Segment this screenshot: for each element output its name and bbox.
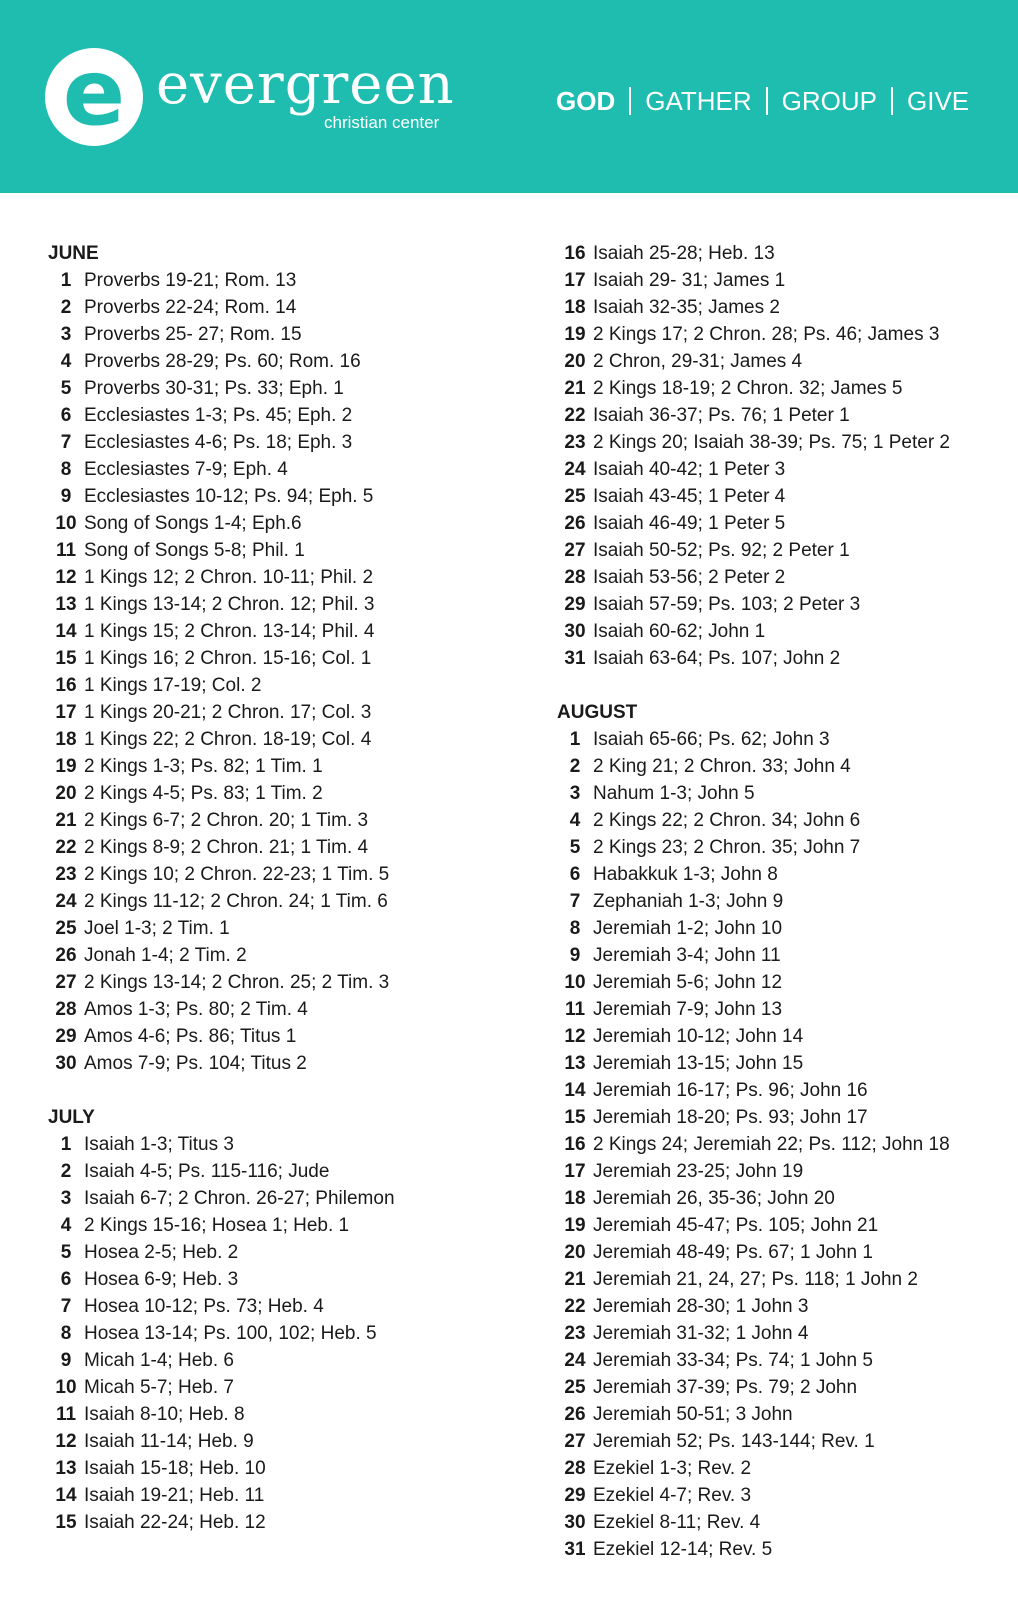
day-number: 19 (564, 1215, 586, 1236)
reading-row (48, 510, 508, 537)
reading-row (557, 807, 997, 834)
day-number: 9 (60, 486, 72, 507)
reading-row (557, 1293, 997, 1320)
reading-row (557, 240, 997, 267)
reading-reference: Isaiah 25-28; Heb. 13 (593, 243, 775, 264)
reading-reference: 2 Kings 24; Jeremiah 22; Ps. 112; John 18 (593, 1134, 950, 1155)
reading-reference: Jeremiah 1-2; John 10 (593, 918, 783, 939)
reading-reference: 1 Kings 17-19; Col. 2 (84, 675, 262, 696)
reading-reference: Jeremiah 52; Ps. 143-144; Rev. 1 (593, 1431, 875, 1452)
reading-row (48, 1509, 508, 1536)
day-number: 16 (564, 243, 586, 264)
day-number: 28 (55, 999, 77, 1020)
reading-row (48, 537, 508, 564)
reading-row (48, 1023, 508, 1050)
day-number: 13 (55, 1458, 77, 1479)
reading-row (557, 1239, 997, 1266)
reading-reference: Isaiah 22-24; Heb. 12 (84, 1512, 266, 1533)
reading-row (48, 645, 508, 672)
reading-row (48, 294, 508, 321)
reading-reference: Jeremiah 45-47; Ps. 105; John 21 (593, 1215, 879, 1236)
reading-row (557, 321, 997, 348)
day-number: 15 (55, 1512, 77, 1533)
reading-reference: Proverbs 30-31; Ps. 33; Eph. 1 (84, 378, 344, 399)
day-number: 8 (569, 918, 581, 939)
reading-row (48, 834, 508, 861)
day-number: 6 (60, 405, 72, 426)
day-number: 21 (564, 378, 586, 399)
reading-row (557, 375, 997, 402)
day-number: 22 (564, 1296, 586, 1317)
section-gap (557, 672, 997, 699)
reading-row (557, 1077, 997, 1104)
reading-reference: 2 Kings 4-5; Ps. 83; 1 Tim. 2 (84, 783, 323, 804)
reading-row (48, 672, 508, 699)
reading-row (557, 537, 997, 564)
day-number: 24 (55, 891, 77, 912)
reading-row (48, 618, 508, 645)
day-number: 8 (60, 1323, 72, 1344)
day-number: 18 (564, 297, 586, 318)
day-number: 28 (564, 567, 586, 588)
day-number: 9 (569, 945, 581, 966)
reading-row (48, 915, 508, 942)
day-number: 2 (60, 1161, 72, 1182)
day-number: 16 (55, 675, 77, 696)
reading-reference: Song of Songs 1-4; Eph.6 (84, 513, 302, 534)
reading-row (48, 348, 508, 375)
day-number: 9 (60, 1350, 72, 1371)
nav-divider (766, 87, 768, 115)
day-number: 29 (55, 1026, 77, 1047)
day-number: 22 (55, 837, 77, 858)
day-number: 1 (60, 1134, 72, 1155)
reading-reference: Proverbs 19-21; Rom. 13 (84, 270, 297, 291)
day-number: 14 (564, 1080, 586, 1101)
reading-reference: Amos 7-9; Ps. 104; Titus 2 (84, 1053, 307, 1074)
reading-row (48, 429, 508, 456)
day-number: 25 (564, 1377, 586, 1398)
day-number: 20 (55, 783, 77, 804)
day-number: 14 (55, 621, 77, 642)
reading-reference: 2 Kings 8-9; 2 Chron. 21; 1 Tim. 4 (84, 837, 369, 858)
day-number: 19 (55, 756, 77, 777)
reading-reference: Isaiah 8-10; Heb. 8 (84, 1404, 245, 1425)
day-number: 27 (564, 1431, 586, 1452)
reading-row (557, 1536, 997, 1563)
reading-reference: 2 Chron, 29-31; James 4 (593, 351, 803, 372)
nav-gather[interactable]: GATHER (645, 86, 752, 116)
day-number: 4 (569, 810, 581, 831)
reading-row (48, 1428, 508, 1455)
reading-reference: Hosea 10-12; Ps. 73; Heb. 4 (84, 1296, 324, 1317)
day-number: 10 (55, 513, 77, 534)
day-number: 26 (564, 513, 586, 534)
reading-row (557, 1374, 997, 1401)
reading-row (48, 1482, 508, 1509)
month-heading-august: AUGUST (557, 702, 638, 723)
reading-row (48, 861, 508, 888)
day-number: 13 (564, 1053, 586, 1074)
day-number: 2 (60, 297, 72, 318)
reading-row (48, 1455, 508, 1482)
reading-reference: Nahum 1-3; John 5 (593, 783, 755, 804)
day-number: 31 (564, 648, 586, 669)
reading-reference: Proverbs 25- 27; Rom. 15 (84, 324, 302, 345)
reading-row (557, 1428, 997, 1455)
reading-row (557, 294, 997, 321)
day-number: 27 (564, 540, 586, 561)
day-number: 13 (55, 594, 77, 615)
day-number: 1 (569, 729, 581, 750)
day-number: 6 (60, 1269, 72, 1290)
reading-row (557, 591, 997, 618)
day-number: 29 (564, 594, 586, 615)
reading-reference: 2 Kings 17; 2 Chron. 28; Ps. 46; James 3 (593, 324, 940, 345)
reading-row (557, 1266, 997, 1293)
day-number: 11 (564, 999, 586, 1020)
reading-row (48, 1185, 508, 1212)
day-number: 26 (55, 945, 77, 966)
reading-row (557, 1185, 997, 1212)
reading-reference: 1 Kings 15; 2 Chron. 13-14; Phil. 4 (84, 621, 375, 642)
reading-reference: Zephaniah 1-3; John 9 (593, 891, 784, 912)
day-number: 18 (564, 1188, 586, 1209)
reading-row (557, 402, 997, 429)
nav-divider (629, 87, 631, 115)
day-number: 26 (564, 1404, 586, 1425)
day-number: 10 (55, 1377, 77, 1398)
reading-reference: Jeremiah 28-30; 1 John 3 (593, 1296, 809, 1317)
reading-reference: Hosea 6-9; Heb. 3 (84, 1269, 239, 1290)
reading-reference: Jeremiah 33-34; Ps. 74; 1 John 5 (593, 1350, 873, 1371)
reading-row (557, 1212, 997, 1239)
reading-reference: 2 Kings 1-3; Ps. 82; 1 Tim. 1 (84, 756, 323, 777)
reading-reference: Ezekiel 8-11; Rev. 4 (593, 1512, 761, 1533)
reading-row (557, 1023, 997, 1050)
reading-reference: Jeremiah 13-15; John 15 (593, 1053, 804, 1074)
reading-row (48, 1401, 508, 1428)
reading-row (557, 1320, 997, 1347)
reading-row (48, 321, 508, 348)
reading-row (48, 942, 508, 969)
reading-reference: Isaiah 57-59; Ps. 103; 2 Peter 3 (593, 594, 861, 615)
reading-reference: Isaiah 4-5; Ps. 115-116; Jude (84, 1161, 330, 1182)
reading-row (48, 456, 508, 483)
day-number: 8 (60, 459, 72, 480)
day-number: 28 (564, 1458, 586, 1479)
reading-row (557, 1131, 997, 1158)
day-number: 5 (60, 1242, 72, 1263)
reading-reference: 2 Kings 13-14; 2 Chron. 25; 2 Tim. 3 (84, 972, 390, 993)
day-number: 24 (564, 459, 586, 480)
reading-reference: 2 Kings 15-16; Hosea 1; Heb. 1 (84, 1215, 350, 1236)
reading-reference: Jeremiah 21, 24, 27; Ps. 118; 1 John 2 (593, 1269, 918, 1290)
day-number: 21 (55, 810, 77, 831)
day-number: 6 (569, 864, 581, 885)
day-number: 10 (564, 972, 586, 993)
reading-reference: Isaiah 19-21; Heb. 11 (84, 1485, 265, 1506)
reading-reference: Jeremiah 7-9; John 13 (593, 999, 783, 1020)
reading-reference: 2 King 21; 2 Chron. 33; John 4 (593, 756, 851, 777)
reading-row (557, 1104, 997, 1131)
reading-row (48, 780, 508, 807)
day-number: 23 (55, 864, 77, 885)
day-number: 12 (55, 567, 77, 588)
day-number: 17 (55, 702, 77, 723)
reading-reference: 1 Kings 20-21; 2 Chron. 17; Col. 3 (84, 702, 372, 723)
main-nav (556, 84, 969, 118)
day-number: 2 (569, 756, 581, 777)
reading-reference: Jeremiah 16-17; Ps. 96; John 16 (593, 1080, 868, 1101)
reading-reference: Isaiah 43-45; 1 Peter 4 (593, 486, 786, 507)
nav-give[interactable]: GIVE (907, 86, 970, 116)
reading-row (48, 1239, 508, 1266)
day-number: 29 (564, 1485, 586, 1506)
reading-row (557, 888, 997, 915)
day-number: 24 (564, 1350, 586, 1371)
reading-row (48, 1266, 508, 1293)
month-heading-june: JUNE (48, 243, 99, 264)
day-number: 3 (60, 324, 72, 345)
day-number: 12 (564, 1026, 586, 1047)
reading-row (557, 483, 997, 510)
reading-row (557, 429, 997, 456)
reading-reference: Isaiah 6-7; 2 Chron. 26-27; Philemon (84, 1188, 395, 1209)
reading-reference: Isaiah 1-3; Titus 3 (84, 1134, 234, 1155)
reading-row (557, 915, 997, 942)
reading-reference: Ecclesiastes 4-6; Ps. 18; Eph. 3 (84, 432, 353, 453)
reading-reference: Micah 1-4; Heb. 6 (84, 1350, 234, 1371)
day-number: 19 (564, 324, 586, 345)
reading-reference: Jeremiah 26, 35-36; John 20 (593, 1188, 835, 1209)
day-number: 7 (60, 1296, 72, 1317)
reading-row (557, 348, 997, 375)
reading-row (557, 564, 997, 591)
schedule-column-right (557, 240, 997, 1563)
header-banner (0, 0, 1018, 193)
reading-reference: Jeremiah 48-49; Ps. 67; 1 John 1 (593, 1242, 873, 1263)
logo-e-icon[interactable] (45, 39, 143, 146)
schedule-column-left (48, 240, 508, 1536)
logo-letter: e (62, 39, 126, 146)
reading-reference: Isaiah 36-37; Ps. 76; 1 Peter 1 (593, 405, 850, 426)
reading-row (557, 1401, 997, 1428)
reading-reference: 1 Kings 12; 2 Chron. 10-11; Phil. 2 (84, 567, 374, 588)
day-number: 30 (564, 621, 586, 642)
day-number: 11 (55, 1404, 77, 1425)
reading-reference: Ecclesiastes 10-12; Ps. 94; Eph. 5 (84, 486, 374, 507)
reading-reference: Habakkuk 1-3; John 8 (593, 864, 778, 885)
reading-row (557, 726, 997, 753)
reading-reference: Ecclesiastes 1-3; Ps. 45; Eph. 2 (84, 405, 353, 426)
reading-reference: Isaiah 50-52; Ps. 92; 2 Peter 1 (593, 540, 850, 561)
reading-row (48, 1212, 508, 1239)
month-heading-july: JULY (48, 1107, 95, 1128)
reading-reference: Jonah 1-4; 2 Tim. 2 (84, 945, 247, 966)
reading-reference: 2 Kings 6-7; 2 Chron. 20; 1 Tim. 3 (84, 810, 369, 831)
day-number: 15 (564, 1107, 586, 1128)
day-number: 11 (55, 540, 77, 561)
reading-row (48, 996, 508, 1023)
reading-row (48, 753, 508, 780)
day-number: 17 (564, 1161, 586, 1182)
reading-reference: 2 Kings 22; 2 Chron. 34; John 6 (593, 810, 861, 831)
reading-row (557, 456, 997, 483)
reading-row (48, 807, 508, 834)
reading-reference: Isaiah 65-66; Ps. 62; John 3 (593, 729, 830, 750)
reading-reference: Isaiah 32-35; James 2 (593, 297, 780, 318)
reading-reference: Hosea 13-14; Ps. 100, 102; Heb. 5 (84, 1323, 377, 1344)
reading-reference: Jeremiah 5-6; John 12 (593, 972, 783, 993)
reading-row (48, 1158, 508, 1185)
reading-row (557, 1050, 997, 1077)
day-number: 25 (564, 486, 586, 507)
day-number: 4 (60, 351, 72, 372)
reading-reference: Ezekiel 12-14; Rev. 5 (593, 1539, 773, 1560)
reading-reference: Jeremiah 23-25; John 19 (593, 1161, 804, 1182)
day-number: 5 (569, 837, 581, 858)
brand-name: evergreen (156, 52, 455, 117)
reading-reference: Isaiah 53-56; 2 Peter 2 (593, 567, 786, 588)
reading-reference: Isaiah 29- 31; James 1 (593, 270, 786, 291)
day-number: 21 (564, 1269, 586, 1290)
nav-god[interactable]: GOD (556, 86, 616, 116)
reading-reference: 2 Kings 20; Isaiah 38-39; Ps. 75; 1 Peter 2 (593, 432, 951, 453)
reading-row (48, 591, 508, 618)
reading-reference: 1 Kings 22; 2 Chron. 18-19; Col. 4 (84, 729, 372, 750)
reading-row (557, 834, 997, 861)
reading-row (48, 1131, 508, 1158)
day-number: 27 (55, 972, 77, 993)
reading-row (48, 375, 508, 402)
day-number: 12 (55, 1431, 77, 1452)
reading-row (48, 1347, 508, 1374)
reading-reference: 2 Kings 10; 2 Chron. 22-23; 1 Tim. 5 (84, 864, 390, 885)
reading-row (48, 1374, 508, 1401)
day-number: 30 (564, 1512, 586, 1533)
reading-row (557, 1158, 997, 1185)
reading-row (48, 402, 508, 429)
reading-reference: Amos 4-6; Ps. 86; Titus 1 (84, 1026, 297, 1047)
reading-reference: Proverbs 28-29; Ps. 60; Rom. 16 (84, 351, 361, 372)
day-number: 20 (564, 1242, 586, 1263)
reading-reference: 2 Kings 11-12; 2 Chron. 24; 1 Tim. 6 (84, 891, 388, 912)
reading-reference: Micah 5-7; Heb. 7 (84, 1377, 234, 1398)
reading-row (48, 267, 508, 294)
reading-row (48, 1320, 508, 1347)
day-number: 7 (60, 432, 72, 453)
reading-row (557, 618, 997, 645)
reading-reference: Jeremiah 31-32; 1 John 4 (593, 1323, 809, 1344)
day-number: 4 (60, 1215, 72, 1236)
reading-reference: Jeremiah 37-39; Ps. 79; 2 John (593, 1377, 858, 1398)
reading-reference: Hosea 2-5; Heb. 2 (84, 1242, 239, 1263)
reading-row (48, 1050, 508, 1077)
reading-reference: 1 Kings 13-14; 2 Chron. 12; Phil. 3 (84, 594, 375, 615)
reading-row (557, 1347, 997, 1374)
nav-group[interactable]: GROUP (781, 86, 877, 116)
reading-reference: Joel 1-3; 2 Tim. 1 (84, 918, 230, 939)
day-number: 31 (564, 1539, 586, 1560)
reading-row (557, 1482, 997, 1509)
reading-row (48, 564, 508, 591)
reading-reference: Proverbs 22-24; Rom. 14 (84, 297, 297, 318)
reading-row (557, 1455, 997, 1482)
reading-reference: Isaiah 40-42; 1 Peter 3 (593, 459, 786, 480)
day-number: 18 (55, 729, 77, 750)
reading-row (557, 942, 997, 969)
reading-row (48, 1293, 508, 1320)
reading-row (557, 1509, 997, 1536)
day-number: 15 (55, 648, 77, 669)
reading-row (48, 726, 508, 753)
day-number: 16 (564, 1134, 586, 1155)
reading-row (557, 510, 997, 537)
reading-reference: Ezekiel 4-7; Rev. 3 (593, 1485, 752, 1506)
reading-reference: Isaiah 15-18; Heb. 10 (84, 1458, 266, 1479)
day-number: 20 (564, 351, 586, 372)
reading-row (48, 699, 508, 726)
reading-reference: Ezekiel 1-3; Rev. 2 (593, 1458, 752, 1479)
reading-reference: Ecclesiastes 7-9; Eph. 4 (84, 459, 288, 480)
day-number: 14 (55, 1485, 77, 1506)
reading-row (557, 861, 997, 888)
day-number: 17 (564, 270, 586, 291)
reading-row (48, 888, 508, 915)
reading-reference: Isaiah 11-14; Heb. 9 (84, 1431, 254, 1452)
reading-row (557, 996, 997, 1023)
reading-reference: Jeremiah 18-20; Ps. 93; John 17 (593, 1107, 868, 1128)
reading-row (557, 969, 997, 996)
reading-reference: Jeremiah 50-51; 3 John (593, 1404, 793, 1425)
reading-reference: Jeremiah 10-12; John 14 (593, 1026, 804, 1047)
reading-row (557, 267, 997, 294)
reading-reference: 1 Kings 16; 2 Chron. 15-16; Col. 1 (84, 648, 372, 669)
day-number: 3 (60, 1188, 72, 1209)
reading-reference: 2 Kings 18-19; 2 Chron. 32; James 5 (593, 378, 903, 399)
day-number: 23 (564, 432, 586, 453)
day-number: 5 (60, 378, 72, 399)
brand-subtitle: christian center (324, 113, 440, 132)
day-number: 1 (60, 270, 72, 291)
reading-row (557, 780, 997, 807)
reading-reference: Isaiah 60-62; John 1 (593, 621, 766, 642)
reading-reference: Isaiah 63-64; Ps. 107; John 2 (593, 648, 841, 669)
reading-reference: 2 Kings 23; 2 Chron. 35; John 7 (593, 837, 861, 858)
reading-reference: Isaiah 46-49; 1 Peter 5 (593, 513, 786, 534)
section-gap (48, 1077, 508, 1104)
day-number: 23 (564, 1323, 586, 1344)
day-number: 3 (569, 783, 581, 804)
day-number: 7 (569, 891, 581, 912)
reading-reference: Song of Songs 5-8; Phil. 1 (84, 540, 305, 561)
day-number: 30 (55, 1053, 77, 1074)
day-number: 22 (564, 405, 586, 426)
nav-divider (891, 87, 893, 115)
reading-row (557, 645, 997, 672)
reading-row (557, 753, 997, 780)
reading-row (48, 483, 508, 510)
day-number: 25 (55, 918, 77, 939)
reading-reference: Jeremiah 3-4; John 11 (593, 945, 781, 966)
reading-reference: Amos 1-3; Ps. 80; 2 Tim. 4 (84, 999, 308, 1020)
reading-row (48, 969, 508, 996)
